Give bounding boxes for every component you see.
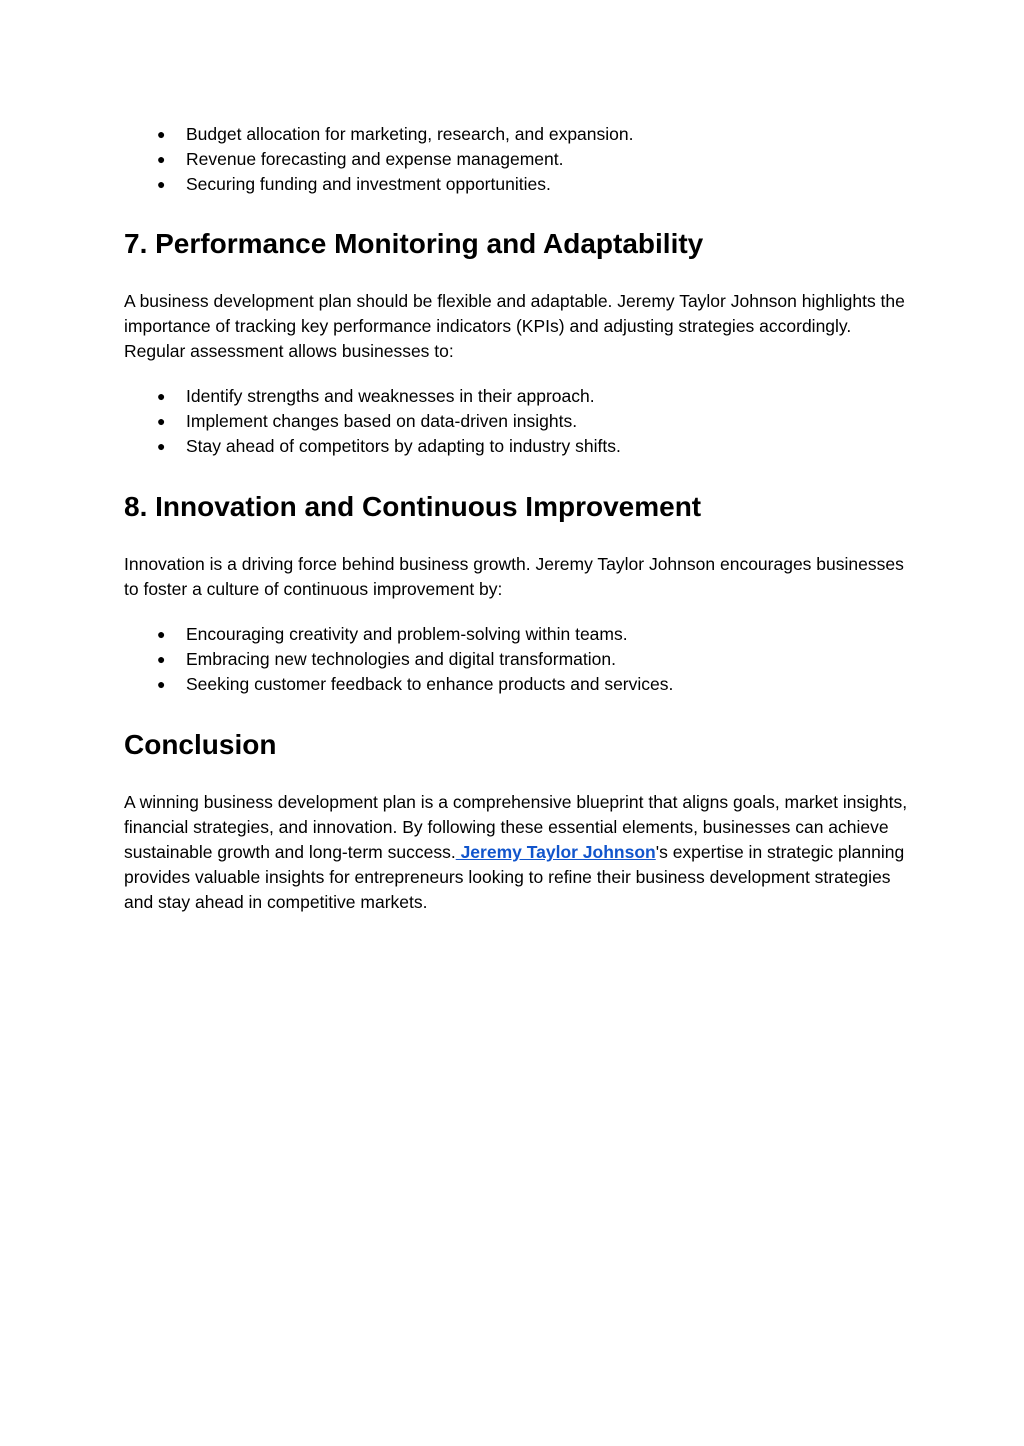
list-item: ● Identify strengths and weaknesses in their approach. — [124, 384, 914, 409]
bullet-icon: ● — [157, 413, 166, 429]
conclusion-heading: Conclusion — [124, 729, 277, 760]
conclusion-paragraph — [124, 790, 914, 915]
list-item: ● Securing funding and investment opportunities. — [124, 172, 914, 197]
document-page — [124, 120, 914, 915]
section-8-heading: 8. Innovation and Continuous Improvement — [124, 491, 702, 522]
jeremy-taylor-johnson-link[interactable]: Jeremy Taylor Johnson — [455, 842, 656, 862]
bullet-icon: ● — [157, 151, 166, 167]
list-item: ● Seeking customer feedback to enhance products and services. — [124, 672, 914, 697]
bullet-icon: ● — [157, 176, 166, 192]
list-item: ● Implement changes based on data-driven insights. — [124, 409, 914, 434]
finance-bullet-list — [124, 122, 914, 197]
list-item: ● Budget allocation for marketing, research, and expansion. — [124, 122, 914, 147]
list-item: ● Encouraging creativity and problem-solving within teams. — [124, 622, 914, 647]
list-item: ● Revenue forecasting and expense management. — [124, 147, 914, 172]
section-8-paragraph: Innovation is a driving force behind business growth. Jeremy Taylor Johnson encourages businesses to foster a culture of continuous improvement by: — [124, 554, 904, 599]
bullet-icon: ● — [157, 651, 166, 667]
list-item: ● Embracing new technologies and digital transformation. — [124, 647, 914, 672]
bullet-icon: ● — [157, 388, 166, 404]
conclusion-text-before-link: A winning business development plan is a comprehensive blueprint that aligns goals, market insights, financial strategies, and innovation. By following these essential elements, businesses can achieve sustainable growth and long-term success. — [124, 792, 908, 862]
section-7-heading: 7. Performance Monitoring and Adaptability — [124, 228, 704, 259]
bullet-icon: ● — [157, 126, 166, 142]
bullet-icon: ● — [157, 676, 166, 692]
section-7-bullet-list — [124, 384, 914, 459]
bullet-icon: ● — [157, 438, 166, 454]
list-item: ● Stay ahead of competitors by adapting to industry shifts. — [124, 434, 914, 459]
bullet-icon: ● — [157, 626, 166, 642]
conclusion-text-after-link: 's expertise in strategic planning provides valuable insights for entrepreneurs looking to refine their business development strategies and stay ahead in competitive markets. — [124, 842, 905, 912]
section-7-paragraph: A business development plan should be flexible and adaptable. Jeremy Taylor Johnson highlights the importance of tracking key performance indicators (KPIs) and adjusting strategies accordingly. Regular assessment allows businesses to: — [124, 291, 905, 361]
section-8-bullet-list — [124, 622, 914, 697]
